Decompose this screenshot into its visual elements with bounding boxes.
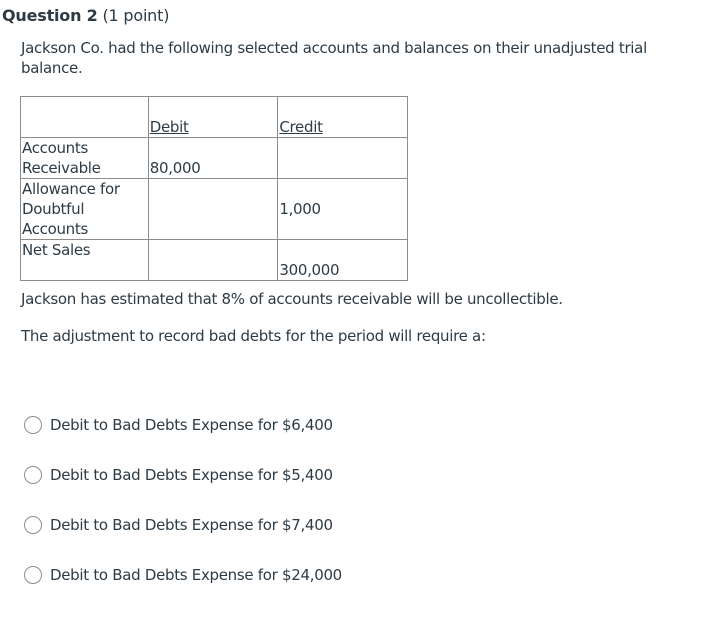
question-title [2,6,169,25]
estimate-statement: Jackson has estimated that 8% of accounts receivable will be uncollectible. [21,290,563,308]
debit-value: 80,000 [148,138,278,179]
debit-value [148,179,278,240]
answer-option-label[interactable]: Debit to Bad Debts Expense for $7,400 [50,516,333,534]
radio-button[interactable] [24,416,42,434]
debit-value [148,240,278,281]
answer-option[interactable] [24,466,333,484]
answer-option[interactable] [24,516,333,534]
question-points: (1 point) [102,6,170,25]
answer-option[interactable] [24,566,342,584]
credit-value [278,138,408,179]
header-debit [148,97,278,138]
question-number: Question 2 [2,6,98,25]
answer-option-label[interactable]: Debit to Bad Debts Expense for $5,400 [50,466,333,484]
answer-option-label[interactable]: Debit to Bad Debts Expense for $6,400 [50,416,333,434]
answer-option[interactable] [24,416,333,434]
question-intro: Jackson Co. had the following selected accounts and balances on their unadjusted trial balance. [21,39,647,77]
radio-button[interactable] [24,466,42,484]
radio-button[interactable] [24,516,42,534]
header-debit-label: Debit [149,118,189,136]
account-name: Allowance for Doubtful Accounts [21,179,149,240]
table-row [21,138,408,179]
answer-option-label[interactable]: Debit to Bad Debts Expense for $24,000 [50,566,342,584]
table-row [21,179,408,240]
question-prompt: The adjustment to record bad debts for the period will require a: [21,327,486,345]
radio-button[interactable] [24,566,42,584]
credit-value: 300,000 [278,240,408,281]
table-row [21,240,408,281]
header-credit [278,97,408,138]
credit-value: 1,000 [278,179,408,240]
trial-balance-table [20,96,408,281]
account-name: Accounts Receivable [21,138,149,179]
header-blank-cell [21,97,149,138]
account-name: Net Sales [21,240,149,281]
table-header-row [21,97,408,138]
header-credit-label: Credit [279,118,323,136]
